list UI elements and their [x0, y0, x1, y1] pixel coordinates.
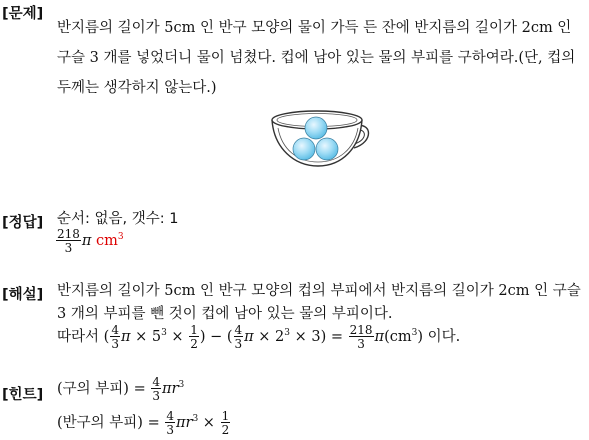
- answer-frac-den: 3: [56, 240, 81, 254]
- hint-tag: [힌트]: [2, 387, 44, 403]
- problem-line-3: 두께는 생각하지 않는다.): [57, 80, 217, 96]
- problem-line-1: 반지름의 길이가 5cm 인 반구 모양의 물이 가득 든 잔에 반지름의 길이가 2cm 인: [57, 20, 572, 36]
- answer-tag: [정답]: [2, 215, 44, 231]
- marble-top: [305, 117, 327, 139]
- problem-tag: [문제]: [2, 6, 44, 22]
- explanation-line-2: 3 개의 부피를 뺀 것이 컵에 남아 있는 물의 부피이다.: [57, 306, 393, 322]
- explanation-formula: 따라서 ( $\frac{4}{3}$ $\pi \times 5^3$ × $\frac{1}{2}$ ) − ( $\frac{4}{3}$ $\pi \times 2^3 \times 3$) = $\frac{218}{3}$ $\pi(cm^3)$ 이다.: [57, 323, 461, 351]
- answer-frac-num: 218: [57, 227, 80, 241]
- hint-line-2: (반구의 부피) = $\frac{4}{3}$ $\pi r^3$ × $\frac{1}{2}$: [57, 409, 230, 437]
- answer-pi: π: [81, 233, 92, 249]
- answer-order-count: 순서: 없음, 갯수: 1: [57, 211, 179, 227]
- explanation-line-1: 반지름의 길이가 5cm 인 반구 모양의 컵의 부피에서 반지름의 길이가 2cm 인 구슬: [57, 283, 581, 299]
- problem-line-2: 구슬 3 개를 넣었더니 물이 넘쳤다. 컵에 남아 있는 물의 부피를 구하여라.(단, 컵의: [57, 50, 576, 66]
- hint-line-1: (구의 부피) = $\frac{4}{3}$ $\pi r^3$: [57, 375, 185, 403]
- answer-unit: $cm^3$: [96, 232, 124, 249]
- marble-left: [293, 138, 315, 160]
- marble-right: [316, 138, 338, 160]
- cup-with-marbles-illustration: [268, 102, 376, 172]
- answer-value: [55, 228, 124, 254]
- explanation-tag: [해설]: [2, 287, 44, 303]
